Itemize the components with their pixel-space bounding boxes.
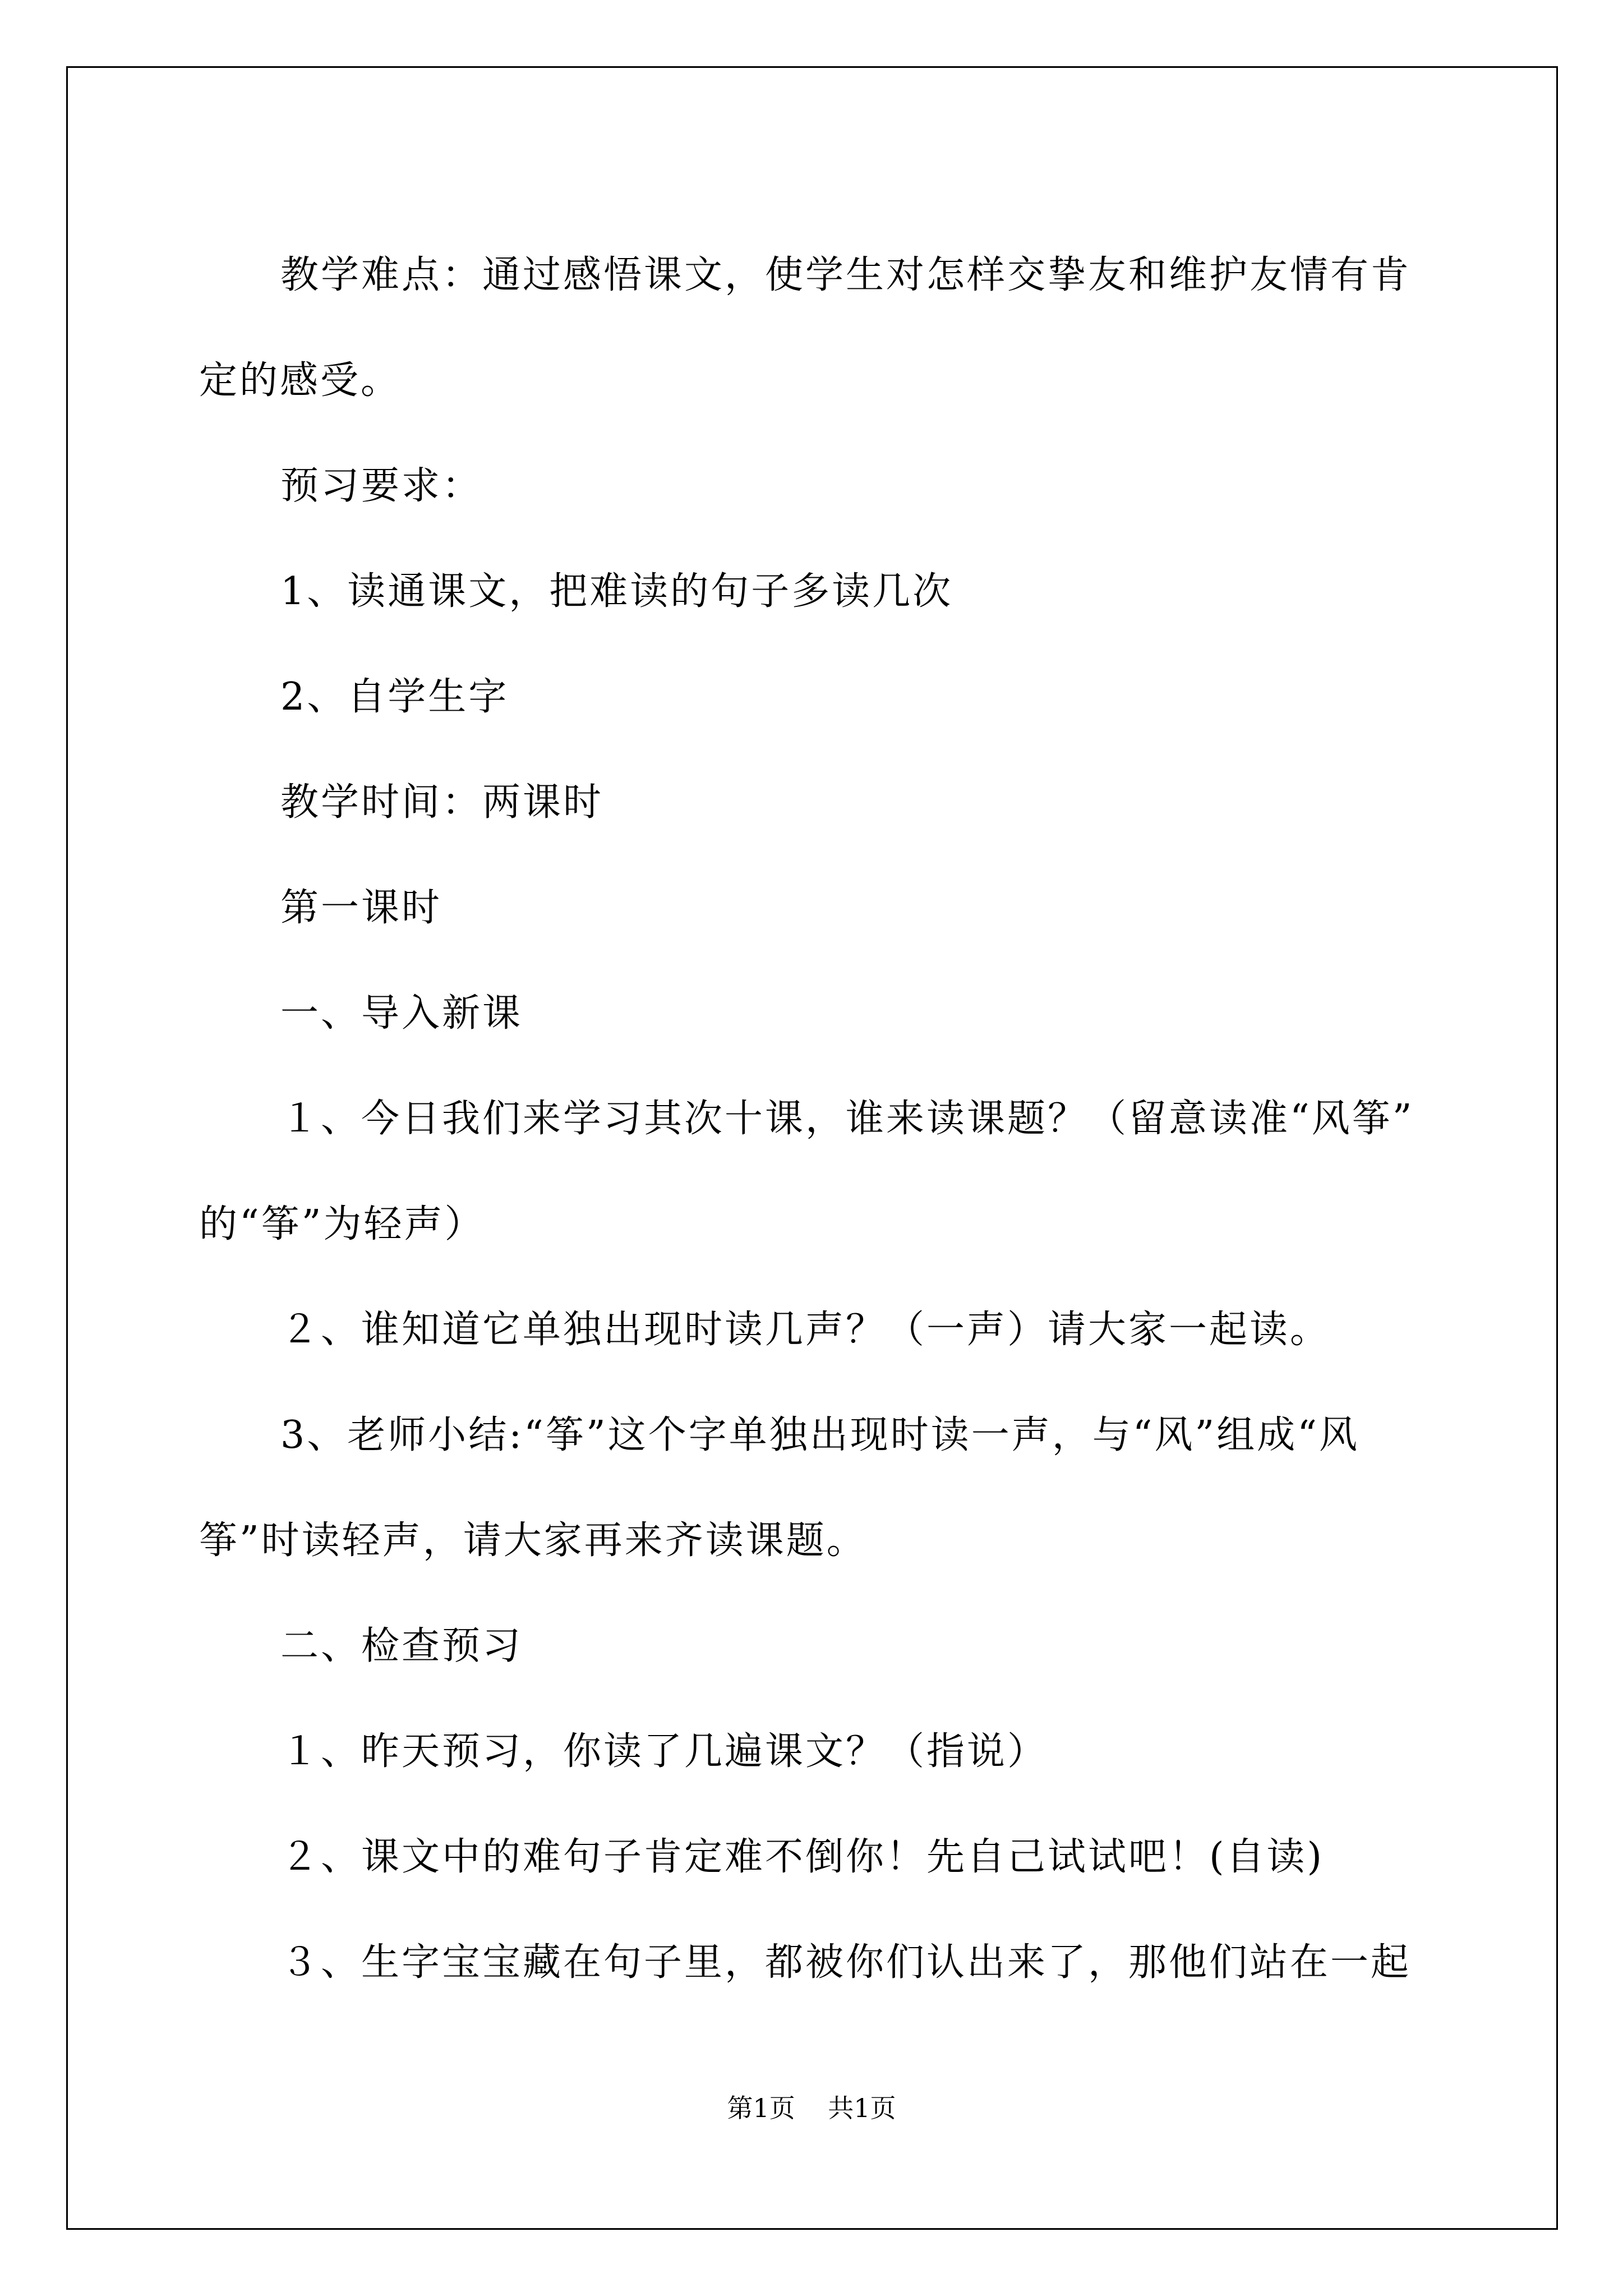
list-item-teacher-summary: 3、老师小结:“筝”这个字单独出现时读一声，与“风”组成“风	[280, 1413, 1359, 1457]
list-item-read-text: 1、读通课文，把难读的句子多读几次	[280, 569, 953, 614]
list-item-difficult-sentences: ２、课文中的难句子肯定难不倒你！先自己试试吧！(自读)	[280, 1835, 1325, 1879]
list-item-read-title: １、今日我们来学习其次十课，谁来读课题？（留意读准“风筝”	[280, 1097, 1414, 1141]
list-item-read-title-cont: 的“筝”为轻声）	[199, 1202, 485, 1246]
heading-check-preview: 二、检查预习	[280, 1624, 523, 1668]
list-item-teacher-summary-cont: 筝”时读轻声，请大家再来齐读课题。	[199, 1519, 867, 1563]
heading-introduce-lesson: 一、导入新课	[280, 991, 523, 1036]
paragraph-teaching-time: 教学时间：两课时	[280, 780, 604, 825]
heading-first-lesson: 第一课时	[280, 886, 442, 930]
heading-preview-requirements: 预习要求：	[280, 464, 483, 508]
list-item-new-characters: ３、生字宝宝藏在句子里，都被你们认出来了，那他们站在一起	[280, 1940, 1412, 1985]
paragraph-teaching-difficulty-cont: 定的感受。	[199, 358, 402, 403]
list-item-tone-question: ２、谁知道它单独出现时读几声？（一声）请大家一起读。	[280, 1308, 1331, 1352]
list-item-reading-count: １、昨天预习，你读了几遍课文？（指说）	[280, 1729, 1048, 1774]
paragraph-teaching-difficulty: 教学难点：通过感悟课文，使学生对怎样交挚友和维护友情有肯	[280, 253, 1412, 297]
document-body	[199, 223, 1438, 2016]
page-footer: 第1页 共1页	[727, 2093, 896, 2123]
list-item-self-study: 2、自学生字	[280, 675, 509, 719]
